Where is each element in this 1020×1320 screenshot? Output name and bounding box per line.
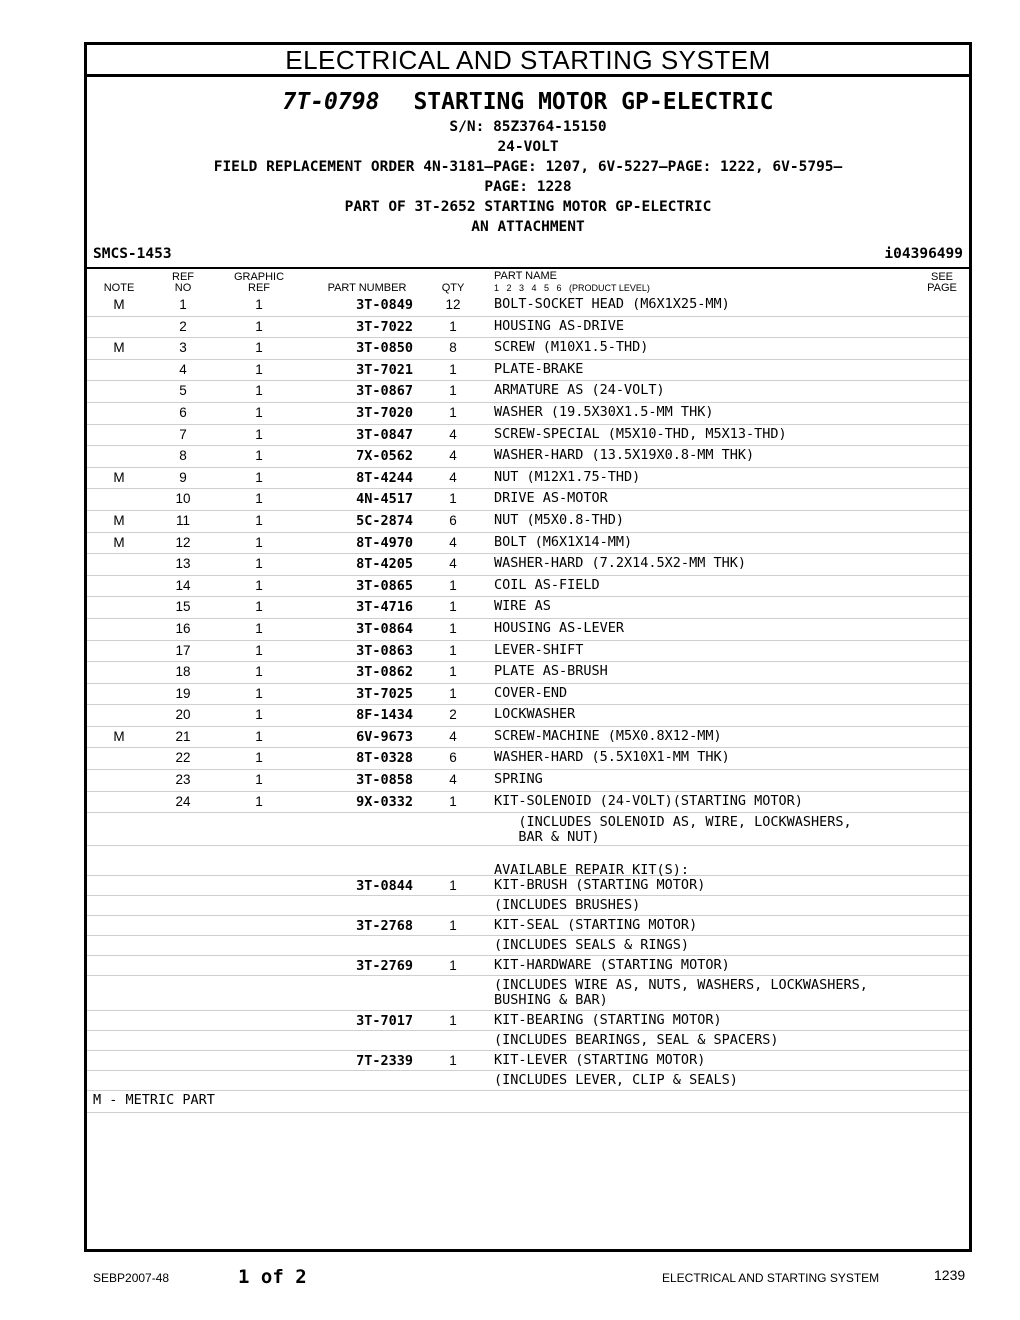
table-row [87, 338, 969, 360]
graphic-ref-cell: 1 [255, 750, 263, 766]
qty-cell: 1 [449, 577, 457, 593]
qty-cell: 1 [449, 878, 457, 894]
col-ref-2: NO [174, 282, 192, 294]
ref-no-cell: 6 [179, 404, 187, 420]
part-number-cell: 3T-7022 [356, 318, 413, 335]
col-qty: QTY [441, 282, 465, 294]
note-cell: M [113, 297, 125, 312]
qty-cell: 6 [449, 512, 457, 528]
table-row [87, 1031, 969, 1051]
note-cell: M [113, 512, 125, 528]
part-name-cell: COVER-END [494, 684, 568, 701]
table-row [87, 1051, 969, 1071]
graphic-ref-cell: 1 [255, 383, 263, 399]
part-name-cell: WASHER-HARD (5.5X10X1-MM THK) [494, 749, 730, 766]
part-number-cell: 3T-0867 [356, 383, 413, 400]
note-cell: M [113, 340, 125, 356]
graphic-ref-cell: 1 [255, 448, 263, 464]
graphic-ref-cell: 1 [255, 620, 263, 636]
graphic-ref-cell: 1 [255, 361, 263, 377]
field-replacement-line-1: FIELD REPLACEMENT ORDER 4N-3181—PAGE: 1207, 6V-5227—PAGE: 1222, 6V-5795— [213, 159, 843, 175]
part-name-cell: (INCLUDES BEARINGS, SEAL & SPACERS) [494, 1032, 779, 1049]
ref-no-cell: 2 [179, 318, 187, 334]
qty-cell: 1 [449, 958, 457, 974]
graphic-ref-cell: 1 [255, 534, 263, 550]
table-row [87, 770, 969, 792]
parts-table [87, 295, 969, 1113]
part-name-cell: BOLT-SOCKET HEAD (M6X1X25-MM) [494, 296, 730, 312]
table-row [87, 360, 969, 382]
qty-cell: 4 [449, 772, 457, 788]
part-number-cell: 3T-0844 [356, 878, 413, 895]
table-row [87, 619, 969, 641]
graphic-ref-cell: 1 [255, 642, 263, 658]
page-number: 1239 [934, 1267, 966, 1283]
ref-no-cell: 20 [175, 707, 191, 723]
ref-no-cell: 23 [175, 772, 191, 788]
part-name-cell: HOUSING AS-LEVER [494, 619, 625, 636]
part-number-cell: 8T-4205 [356, 556, 413, 573]
table-row [87, 489, 969, 511]
part-number-cell: 3T-7017 [356, 1013, 413, 1030]
attachment-line: AN ATTACHMENT [471, 219, 585, 235]
part-number-cell: 3T-7020 [356, 404, 413, 421]
table-row [87, 976, 969, 1011]
ref-no-cell: 15 [175, 599, 191, 615]
part-name-cell: WIRE AS [494, 598, 551, 615]
part-number-cell: 5C-2874 [356, 512, 413, 529]
qty-cell: 1 [449, 642, 457, 658]
ref-no-cell: 17 [175, 642, 191, 658]
section-title: ELECTRICAL AND STARTING SYSTEM [87, 45, 969, 77]
graphic-ref-cell: 1 [255, 297, 263, 312]
table-row [87, 1091, 969, 1113]
graphic-ref-cell: 1 [255, 512, 263, 528]
col-ref-1: REF [172, 271, 194, 283]
graphic-ref-cell: 1 [255, 772, 263, 788]
graphic-ref-cell: 1 [255, 728, 263, 744]
graphic-ref-cell: 1 [255, 707, 263, 723]
part-number-cell: 3T-0862 [356, 664, 413, 681]
table-row [87, 846, 969, 879]
table-row [87, 295, 969, 317]
qty-cell: 6 [449, 750, 457, 766]
col-product-level: 1 2 3 4 5 6 (PRODUCT LEVEL) [494, 283, 650, 293]
qty-cell: 4 [449, 469, 457, 485]
part-number-cell: 7X-0562 [356, 448, 413, 465]
part-name-cell: WASHER-HARD (7.2X14.5X2-MM THK) [494, 555, 746, 572]
ref-no-cell: 7 [179, 426, 187, 442]
part-name-cell: BOLT (M6X1X14-MM) [494, 533, 633, 550]
part-of-line: PART OF 3T-2652 STARTING MOTOR GP-ELECTRIC [344, 199, 712, 215]
graphic-ref-cell: 1 [255, 793, 263, 809]
part-number-cell: 8F-1434 [356, 707, 413, 724]
table-row [87, 705, 969, 727]
col-note: NOTE [103, 282, 135, 294]
note-cell: M [113, 534, 125, 550]
page-of: 1 of 2 [238, 1266, 307, 1288]
qty-cell: 4 [449, 426, 457, 442]
ref-no-cell: 3 [179, 340, 187, 356]
ref-no-cell: 24 [175, 793, 191, 809]
qty-cell: 2 [449, 707, 457, 723]
table-row [87, 1011, 969, 1031]
part-name-cell: (INCLUDES BRUSHES) [494, 897, 641, 914]
part-name-cell: (INCLUDES SEALS & RINGS) [494, 937, 690, 954]
part-name-cell: M - METRIC PART [93, 1092, 215, 1109]
ref-no-cell: 14 [175, 577, 191, 593]
col-part-name: PART NAME [494, 270, 557, 282]
table-row [87, 403, 969, 425]
qty-cell: 4 [449, 728, 457, 744]
part-number-cell: 3T-0863 [356, 642, 413, 659]
ref-no-cell: 4 [179, 361, 187, 377]
ref-no-cell: 22 [175, 750, 191, 766]
part-number-cell: 3T-0858 [356, 772, 413, 789]
part-name-cell: KIT-BRUSH (STARTING MOTOR) [494, 877, 706, 894]
part-name-cell: SPRING [494, 771, 543, 788]
part-number-cell: 3T-7021 [356, 361, 413, 378]
page-frame [84, 42, 972, 1252]
part-name-cell: AVAILABLE REPAIR KIT(S): [494, 862, 690, 879]
part-name-cell: LOCKWASHER [494, 706, 576, 723]
part-number-cell: 3T-0847 [356, 426, 413, 443]
qty-cell: 4 [449, 534, 457, 550]
ref-no-cell: 13 [175, 556, 191, 572]
col-graphic-ref-2: REF [248, 282, 270, 294]
part-name-cell: (INCLUDES SOLENOID AS, WIRE, LOCKWASHERS, BAR & NUT) [518, 814, 852, 846]
part-name-cell: SCREW-SPECIAL (M5X10-THD, M5X13-THD) [494, 425, 787, 442]
footer-section: ELECTRICAL AND STARTING SYSTEM [662, 1271, 880, 1285]
table-row [87, 446, 969, 468]
part-number-cell: 6V-9673 [356, 728, 413, 745]
table-row [87, 554, 969, 576]
part-name-cell: SCREW (M10X1.5-THD) [494, 339, 649, 356]
qty-cell: 1 [449, 664, 457, 680]
part-number-cell: 3T-7025 [356, 685, 413, 702]
table-row [87, 916, 969, 936]
part-name-cell: PLATE AS-BRUSH [494, 663, 608, 680]
part-name-cell: NUT (M12X1.75-THD) [494, 468, 641, 485]
table-row [87, 876, 969, 896]
qty-cell: 1 [449, 620, 457, 636]
qty-cell: 1 [449, 1013, 457, 1029]
table-row [87, 956, 969, 976]
part-number-cell: 3T-0849 [356, 297, 413, 313]
part-name-cell: KIT-HARDWARE (STARTING MOTOR) [494, 957, 730, 974]
table-row [87, 317, 969, 339]
qty-cell: 4 [449, 448, 457, 464]
graphic-ref-cell: 1 [255, 685, 263, 701]
part-name-cell: PLATE-BRAKE [494, 360, 584, 377]
part-name-cell: ARMATURE AS (24-VOLT) [494, 382, 665, 399]
part-name-cell: HOUSING AS-DRIVE [494, 317, 625, 334]
part-name-cell: COIL AS-FIELD [494, 576, 600, 593]
col-see-page-2: PAGE [927, 282, 957, 294]
part-number-cell: 3T-0864 [356, 620, 413, 637]
table-row [87, 792, 969, 814]
graphic-ref-cell: 1 [255, 577, 263, 593]
table-row [87, 936, 969, 956]
note-cell: M [113, 728, 125, 744]
ref-no-cell: 1 [179, 297, 187, 312]
graphic-ref-cell: 1 [255, 599, 263, 615]
table-row [87, 727, 969, 749]
ref-no-cell: 9 [179, 469, 187, 485]
part-number-cell: 3T-0850 [356, 340, 413, 357]
col-see-page-1: SEE [930, 271, 953, 283]
table-row [87, 748, 969, 770]
qty-cell: 1 [449, 685, 457, 701]
table-row [87, 468, 969, 490]
table-row [87, 641, 969, 663]
part-name-cell: DRIVE AS-MOTOR [494, 490, 608, 507]
part-name-cell: LEVER-SHIFT [494, 641, 584, 658]
qty-cell: 1 [449, 404, 457, 420]
table-row [87, 511, 969, 533]
ref-no-cell: 11 [175, 512, 190, 528]
part-name-cell: SCREW-MACHINE (M5X0.8X12-MM) [494, 727, 722, 744]
col-graphic-ref-1: GRAPHIC [233, 271, 285, 283]
header-divider [87, 267, 969, 269]
ref-no-cell: 5 [179, 383, 187, 399]
part-name-cell: (INCLUDES LEVER, CLIP & SEALS) [494, 1072, 738, 1089]
qty-cell: 4 [449, 556, 457, 572]
qty-cell: 12 [445, 297, 461, 312]
part-number-cell: 4N-4517 [356, 491, 413, 508]
table-row [87, 425, 969, 447]
ref-no-cell: 16 [175, 620, 191, 636]
part-number-cell: 8T-4244 [356, 469, 413, 486]
qty-cell: 1 [449, 1053, 457, 1069]
part-name-cell: KIT-BEARING (STARTING MOTOR) [494, 1012, 722, 1029]
part-number-cell: 9X-0332 [356, 793, 413, 810]
ref-no-cell: 8 [179, 448, 187, 464]
qty-cell: 1 [449, 318, 457, 334]
qty-cell: 1 [449, 793, 457, 809]
ref-no-cell: 21 [175, 728, 191, 744]
smcs-code: SMCS-1453 [93, 246, 172, 262]
graphic-ref-cell: 1 [255, 469, 263, 485]
part-name-cell: (INCLUDES WIRE AS, NUTS, WASHERS, LOCKWASHERS, BUSHING & BAR) [494, 977, 868, 1009]
ref-no-cell: 19 [175, 685, 191, 701]
table-row [87, 684, 969, 706]
part-number-cell: 3T-0865 [356, 577, 413, 594]
qty-cell: 8 [449, 340, 457, 356]
table-row [87, 533, 969, 555]
graphic-ref-cell: 1 [255, 340, 263, 356]
graphic-ref-cell: 1 [255, 318, 263, 334]
group-title [87, 89, 969, 115]
qty-cell: 1 [449, 361, 457, 377]
ref-no-cell: 10 [175, 491, 191, 507]
part-number-cell: 8T-4970 [356, 534, 413, 551]
part-name-cell: WASHER (19.5X30X1.5-MM THK) [494, 403, 714, 420]
table-row [87, 1071, 969, 1091]
voltage: 24-VOLT [497, 139, 559, 155]
ref-no-cell: 12 [175, 534, 191, 550]
qty-cell: 1 [449, 491, 457, 507]
qty-cell: 1 [449, 599, 457, 615]
graphic-ref-cell: 1 [255, 426, 263, 442]
field-replacement-line-2: PAGE: 1228 [484, 179, 572, 195]
table-row [87, 381, 969, 403]
illustration-id: i04396499 [884, 246, 963, 262]
table-row [87, 576, 969, 598]
part-name-cell: KIT-SOLENOID (24-VOLT)(STARTING MOTOR) [494, 792, 803, 809]
graphic-ref-cell: 1 [255, 404, 263, 420]
part-name-cell: WASHER-HARD (13.5X19X0.8-MM THK) [494, 447, 755, 464]
table-row [87, 813, 969, 846]
graphic-ref-cell: 1 [255, 556, 263, 572]
doc-id: SEBP2007-48 [93, 1271, 170, 1285]
part-name-cell: KIT-SEAL (STARTING MOTOR) [494, 917, 698, 934]
part-number-cell: 7T-2339 [356, 1053, 413, 1070]
serial-number: S/N: 85Z3764-15150 [449, 119, 607, 135]
part-number-cell: 3T-2769 [356, 958, 413, 975]
table-row [87, 662, 969, 684]
graphic-ref-cell: 1 [255, 664, 263, 680]
qty-cell: 1 [449, 383, 457, 399]
note-cell: M [113, 469, 125, 485]
group-name: STARTING MOTOR GP-ELECTRIC [413, 89, 774, 115]
group-number: 7T-0798 [282, 89, 380, 115]
table-row [87, 896, 969, 916]
qty-cell: 1 [449, 918, 457, 934]
part-number-cell: 3T-4716 [356, 599, 413, 616]
table-row [87, 597, 969, 619]
part-number-cell: 3T-2768 [356, 918, 413, 935]
graphic-ref-cell: 1 [255, 491, 263, 507]
ref-no-cell: 18 [175, 664, 191, 680]
part-name-cell: KIT-LEVER (STARTING MOTOR) [494, 1052, 706, 1069]
col-part-number: PART NUMBER [327, 282, 407, 294]
part-name-cell: NUT (M5X0.8-THD) [494, 511, 625, 528]
part-number-cell: 8T-0328 [356, 750, 413, 767]
